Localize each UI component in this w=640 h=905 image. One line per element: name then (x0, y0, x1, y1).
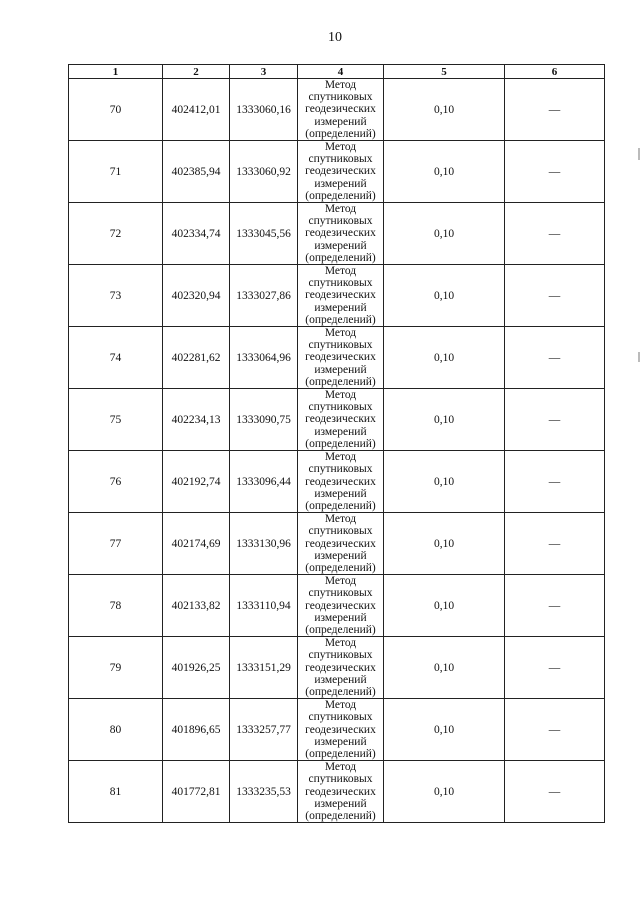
coordinate-x-cell: 402192,74 (163, 451, 230, 513)
header-col-3: 3 (230, 65, 298, 79)
precision-cell: 0,10 (384, 513, 505, 575)
method-line: (определений) (305, 561, 376, 574)
coordinate-y-cell: 1333064,96 (230, 327, 298, 389)
method-line: измерений (314, 301, 367, 314)
coordinate-x-cell: 402334,74 (163, 203, 230, 265)
table-body (69, 79, 605, 823)
method-line: измерений (314, 177, 367, 190)
method-cell (298, 699, 384, 761)
method-line: геодезических (305, 661, 376, 674)
method-line: (определений) (305, 251, 376, 264)
method-cell (298, 389, 384, 451)
method-line: спутниковых (308, 587, 373, 600)
note-cell: — (505, 203, 605, 265)
table-row (69, 327, 605, 389)
coordinate-y-cell: 1333235,53 (230, 761, 298, 823)
method-cell (298, 141, 384, 203)
method-line: спутниковых (308, 339, 373, 352)
table-row (69, 141, 605, 203)
note-cell: — (505, 575, 605, 637)
method-line: Метод (324, 637, 357, 650)
method-cell (298, 513, 384, 575)
note-cell: — (505, 761, 605, 823)
method-cell (298, 327, 384, 389)
coordinate-y-cell: 1333090,75 (230, 389, 298, 451)
coordinate-y-cell: 1333110,94 (230, 575, 298, 637)
method-line: (определений) (305, 623, 376, 636)
method-line: геодезических (305, 413, 376, 426)
table-row (69, 265, 605, 327)
point-number-cell: 79 (69, 637, 163, 699)
method-line: геодезических (305, 227, 376, 240)
precision-cell: 0,10 (384, 265, 505, 327)
coordinate-x-cell: 402133,82 (163, 575, 230, 637)
method-line: спутниковых (308, 215, 373, 228)
table-row (69, 79, 605, 141)
precision-cell: 0,10 (384, 761, 505, 823)
method-cell (298, 79, 384, 141)
method-line: Метод (324, 575, 357, 588)
method-line: измерений (314, 611, 367, 624)
method-line: (определений) (305, 685, 376, 698)
method-line: Метод (324, 265, 357, 278)
coordinate-x-cell: 402234,13 (163, 389, 230, 451)
method-line: Метод (324, 79, 357, 91)
note-cell: — (505, 513, 605, 575)
method-line: геодезических (305, 537, 376, 550)
method-cell (298, 761, 384, 823)
note-cell: — (505, 327, 605, 389)
method-line: спутниковых (308, 277, 373, 290)
method-line: спутниковых (308, 773, 373, 786)
coordinate-y-cell: 1333130,96 (230, 513, 298, 575)
precision-cell: 0,10 (384, 451, 505, 513)
method-line: (определений) (305, 313, 376, 326)
point-number-cell: 75 (69, 389, 163, 451)
coordinate-y-cell: 1333045,56 (230, 203, 298, 265)
header-col-4: 4 (298, 65, 384, 79)
method-line: геодезических (305, 599, 376, 612)
coordinate-x-cell: 402281,62 (163, 327, 230, 389)
method-line: измерений (314, 797, 367, 810)
point-number-cell: 73 (69, 265, 163, 327)
method-cell (298, 451, 384, 513)
method-cell (298, 265, 384, 327)
method-line: спутниковых (308, 401, 373, 414)
point-number-cell: 76 (69, 451, 163, 513)
method-line: измерений (314, 239, 367, 252)
coordinate-y-cell: 1333060,16 (230, 79, 298, 141)
coordinate-y-cell: 1333027,86 (230, 265, 298, 327)
method-line: Метод (324, 327, 357, 340)
method-line: геодезических (305, 351, 376, 364)
coordinate-y-cell: 1333060,92 (230, 141, 298, 203)
table-row (69, 513, 605, 575)
coordinate-y-cell: 1333151,29 (230, 637, 298, 699)
method-line: спутниковых (308, 463, 373, 476)
coordinate-x-cell: 401896,65 (163, 699, 230, 761)
point-number-cell: 80 (69, 699, 163, 761)
method-line: геодезических (305, 103, 376, 116)
method-line: спутниковых (308, 153, 373, 166)
header-col-6: 6 (505, 65, 605, 79)
point-number-cell: 78 (69, 575, 163, 637)
page-number: 10 (328, 30, 342, 45)
table-row (69, 203, 605, 265)
note-cell: — (505, 451, 605, 513)
method-line: спутниковых (308, 649, 373, 662)
method-line: измерений (314, 735, 367, 748)
point-number-cell: 71 (69, 141, 163, 203)
table-row (69, 451, 605, 513)
method-line: спутниковых (308, 525, 373, 538)
note-cell: — (505, 79, 605, 141)
point-number-cell: 81 (69, 761, 163, 823)
note-cell: — (505, 265, 605, 327)
point-number-cell: 74 (69, 327, 163, 389)
precision-cell: 0,10 (384, 637, 505, 699)
point-number-cell: 77 (69, 513, 163, 575)
method-line: (определений) (305, 189, 376, 202)
method-line: геодезических (305, 723, 376, 736)
note-cell: — (505, 699, 605, 761)
coordinate-y-cell: 1333257,77 (230, 699, 298, 761)
method-line: спутниковых (308, 711, 373, 724)
header-col-1: 1 (69, 65, 163, 79)
coordinate-x-cell: 401772,81 (163, 761, 230, 823)
method-line: Метод (324, 761, 357, 774)
table-row (69, 699, 605, 761)
header-col-2: 2 (163, 65, 230, 79)
method-line: (определений) (305, 127, 376, 140)
method-cell (298, 575, 384, 637)
method-line: геодезических (305, 475, 376, 488)
point-number-cell: 72 (69, 203, 163, 265)
precision-cell: 0,10 (384, 575, 505, 637)
table-row (69, 389, 605, 451)
method-line: (определений) (305, 809, 376, 822)
method-line: измерений (314, 487, 367, 500)
note-cell: — (505, 389, 605, 451)
precision-cell: 0,10 (384, 389, 505, 451)
method-line: измерений (314, 425, 367, 438)
precision-cell: 0,10 (384, 141, 505, 203)
point-number-cell: 70 (69, 79, 163, 141)
table-row (69, 761, 605, 823)
method-line: геодезических (305, 289, 376, 302)
method-line: геодезических (305, 785, 376, 798)
method-line: Метод (324, 451, 357, 464)
precision-cell: 0,10 (384, 699, 505, 761)
method-cell (298, 637, 384, 699)
method-line: измерений (314, 363, 367, 376)
method-line: Метод (324, 141, 357, 154)
coordinate-y-cell: 1333096,44 (230, 451, 298, 513)
method-line: (определений) (305, 437, 376, 450)
method-line: Метод (324, 389, 357, 402)
method-line: измерений (314, 115, 367, 128)
method-line: Метод (324, 513, 357, 526)
note-cell: — (505, 637, 605, 699)
method-line: Метод (324, 699, 357, 712)
header-row (69, 65, 605, 79)
method-line: (определений) (305, 375, 376, 388)
method-line: (определений) (305, 747, 376, 760)
table-row (69, 575, 605, 637)
precision-cell: 0,10 (384, 203, 505, 265)
coordinate-x-cell: 402174,69 (163, 513, 230, 575)
method-line: геодезических (305, 165, 376, 178)
coordinate-x-cell: 402320,94 (163, 265, 230, 327)
method-line: измерений (314, 549, 367, 562)
note-cell: — (505, 141, 605, 203)
method-cell (298, 203, 384, 265)
table-row (69, 637, 605, 699)
header-col-5: 5 (384, 65, 505, 79)
method-line: спутниковых (308, 91, 373, 104)
coordinates-table (68, 64, 605, 823)
method-line: Метод (324, 203, 357, 216)
method-line: (определений) (305, 499, 376, 512)
coordinate-x-cell: 402412,01 (163, 79, 230, 141)
coordinate-x-cell: 402385,94 (163, 141, 230, 203)
method-line: измерений (314, 673, 367, 686)
precision-cell: 0,10 (384, 327, 505, 389)
precision-cell: 0,10 (384, 79, 505, 141)
coordinate-x-cell: 401926,25 (163, 637, 230, 699)
